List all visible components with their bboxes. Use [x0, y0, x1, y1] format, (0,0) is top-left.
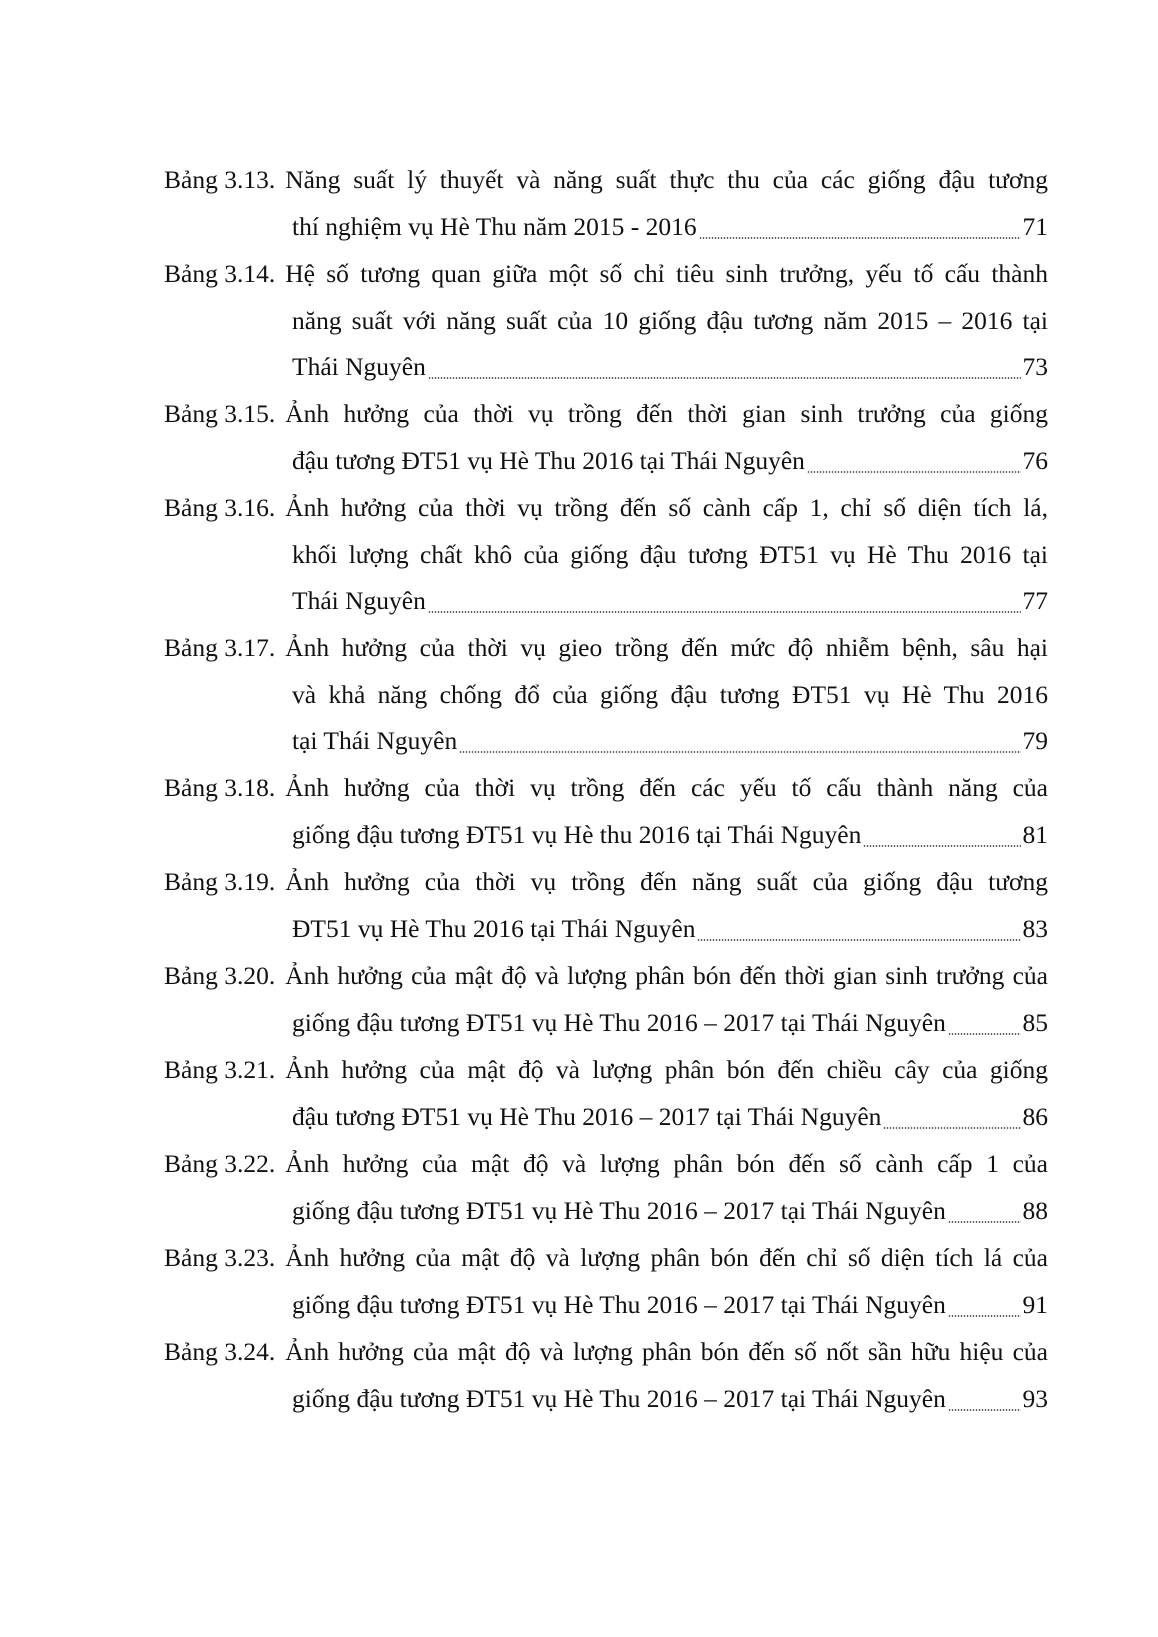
- toc-entry-text-span: khối lượng chất khô của giống đậu tương ĐT51 vụ Hè Thu 2016 tại: [292, 540, 1048, 569]
- dot-leader: [428, 377, 1021, 379]
- toc-entry-text: Ảnh hưởng của mật độ và lượng phân bón đến số nốt sần hữu hiệu của: [285, 1337, 1048, 1366]
- toc-entry-first-line: [164, 1328, 1048, 1376]
- toc-entry-last-line: [292, 906, 1048, 952]
- toc-entry[interactable]: [164, 1046, 1048, 1140]
- toc-entry-text: giống đậu tương ĐT51 vụ Hè Thu 2016 – 2017 tại Thái Nguyên: [292, 1196, 946, 1225]
- toc-entry[interactable]: [164, 858, 1048, 952]
- toc-entry-label: Bảng 3.23.: [164, 1243, 276, 1272]
- toc-entry[interactable]: [164, 1328, 1048, 1422]
- toc-entry-page-number[interactable]: 73: [1022, 352, 1048, 381]
- toc-entry-first-line: [164, 624, 1048, 672]
- toc-entry-text: Ảnh hưởng của thời vụ trồng đến năng suất của giống đậu tương: [285, 867, 1048, 896]
- toc-entry-page-number[interactable]: 83: [1022, 914, 1048, 943]
- toc-entry-page-number[interactable]: 85: [1022, 1008, 1048, 1037]
- toc-entry-first-line: [164, 1140, 1048, 1188]
- toc-entry-first-line: [164, 858, 1048, 906]
- toc-entry-first-line: [164, 952, 1048, 1000]
- toc-entry-last-line: [292, 344, 1048, 390]
- toc-entry[interactable]: [164, 1234, 1048, 1328]
- dot-leader: [428, 611, 1021, 613]
- toc-entry-text: ĐT51 vụ Hè Thu 2016 tại Thái Nguyên: [292, 914, 696, 943]
- toc-entry-label: Bảng 3.14.: [164, 259, 276, 288]
- table-of-tables: [164, 156, 1048, 1422]
- toc-entry-label: Bảng 3.24.: [164, 1337, 276, 1366]
- toc-entry-first-line: [164, 250, 1048, 298]
- toc-entry-page-number[interactable]: 71: [1022, 212, 1048, 241]
- toc-entry-text-span: năng suất với năng suất của 10 giống đậu tương năm 2015 – 2016 tại: [292, 306, 1048, 335]
- toc-entry-first-line: [164, 764, 1048, 812]
- toc-entry-page-number[interactable]: 91: [1022, 1290, 1048, 1319]
- toc-entry-text: Ảnh hưởng của mật độ và lượng phân bón đến chỉ số diện tích lá của: [285, 1243, 1048, 1272]
- toc-entry-text: giống đậu tương ĐT51 vụ Hè Thu 2016 – 2017 tại Thái Nguyên: [292, 1290, 946, 1319]
- toc-entry[interactable]: [164, 952, 1048, 1046]
- toc-entry-text: đậu tương ĐT51 vụ Hè Thu 2016 – 2017 tại Thái Nguyên: [292, 1102, 882, 1131]
- toc-entry-first-line: [164, 390, 1048, 438]
- toc-entry-last-line: [292, 204, 1048, 250]
- toc-entry-text: Ảnh hưởng của thời vụ trồng đến các yếu tố cấu thành năng của: [285, 773, 1048, 802]
- toc-entry-label: Bảng 3.19.: [164, 867, 276, 896]
- toc-entry-page-number[interactable]: 79: [1022, 726, 1048, 755]
- toc-entry-last-line: [292, 1282, 1048, 1328]
- toc-entry-last-line: [292, 1000, 1048, 1046]
- toc-entry-label: Bảng 3.20.: [164, 961, 276, 990]
- toc-entry-text: thí nghiệm vụ Hè Thu năm 2015 - 2016: [292, 212, 697, 241]
- toc-entry-label: Bảng 3.16.: [164, 493, 276, 522]
- toc-entry-label: Bảng 3.22.: [164, 1149, 276, 1178]
- toc-entry-last-line: [292, 718, 1048, 764]
- toc-entry-page-number[interactable]: 81: [1022, 820, 1048, 849]
- toc-entry-first-line: [164, 1046, 1048, 1094]
- toc-entry-page-number[interactable]: 86: [1022, 1102, 1048, 1131]
- toc-entry-text-span: và khả năng chống đổ của giống đậu tương ĐT51 vụ Hè Thu 2016: [292, 680, 1048, 709]
- toc-entry-label: Bảng 3.15.: [164, 399, 276, 428]
- toc-entry[interactable]: [164, 390, 1048, 484]
- toc-entry-page-number[interactable]: 93: [1022, 1384, 1048, 1413]
- toc-entry-text: giống đậu tương ĐT51 vụ Hè Thu 2016 – 2017 tại Thái Nguyên: [292, 1008, 946, 1037]
- toc-entry-text: [292, 298, 1048, 344]
- toc-entry-last-line: [292, 1188, 1048, 1234]
- toc-entry-text: tại Thái Nguyên: [292, 726, 458, 755]
- toc-entry-text: giống đậu tương ĐT51 vụ Hè thu 2016 tại Thái Nguyên: [292, 820, 862, 849]
- dot-leader: [807, 471, 1021, 473]
- toc-entry-text: Thái Nguyên: [292, 352, 426, 381]
- toc-entry-page-number[interactable]: 77: [1022, 586, 1048, 615]
- toc-entry-label: Bảng 3.13.: [164, 165, 276, 194]
- toc-entry-last-line: [292, 812, 1048, 858]
- dot-leader: [948, 1033, 1021, 1035]
- dot-leader: [863, 845, 1020, 847]
- toc-entry-text: [292, 672, 1048, 718]
- dot-leader: [948, 1221, 1021, 1223]
- toc-entry-text: đậu tương ĐT51 vụ Hè Thu 2016 tại Thái Nguyên: [292, 446, 805, 475]
- toc-entry-text: giống đậu tương ĐT51 vụ Hè Thu 2016 – 2017 tại Thái Nguyên: [292, 1384, 946, 1413]
- toc-entry-text: Năng suất lý thuyết và năng suất thực thu của các giống đậu tương: [285, 165, 1048, 194]
- toc-entry-text: Ảnh hưởng của mật độ và lượng phân bón đến chiều cây của giống: [285, 1055, 1048, 1084]
- toc-entry-text: [292, 532, 1048, 578]
- toc-entry-text: Hệ số tương quan giữa một số chỉ tiêu sinh trưởng, yếu tố cấu thành: [285, 259, 1048, 288]
- toc-entry-label: Bảng 3.17.: [164, 633, 276, 662]
- toc-entry[interactable]: [164, 156, 1048, 250]
- toc-entry-text: Ảnh hưởng của thời vụ trồng đến số cành cấp 1, chỉ số diện tích lá,: [285, 493, 1048, 522]
- toc-entry-last-line: [292, 438, 1048, 484]
- toc-entry-text: Ảnh hưởng của mật độ và lượng phân bón đến thời gian sinh trưởng của: [285, 961, 1048, 990]
- toc-entry-first-line: [164, 156, 1048, 204]
- toc-entry[interactable]: [164, 624, 1048, 764]
- toc-entry-first-line: [164, 484, 1048, 532]
- dot-leader: [948, 1409, 1021, 1411]
- toc-entry-text: Thái Nguyên: [292, 586, 426, 615]
- toc-entry-page-number[interactable]: 76: [1022, 446, 1048, 475]
- toc-entry-text: Ảnh hưởng của thời vụ trồng đến thời gian sinh trưởng của giống: [285, 399, 1048, 428]
- toc-entry-last-line: [292, 1094, 1048, 1140]
- dot-leader: [697, 939, 1020, 941]
- toc-entry[interactable]: [164, 484, 1048, 624]
- toc-entry-last-line: [292, 1376, 1048, 1422]
- toc-entry-first-line: [164, 1234, 1048, 1282]
- toc-entry[interactable]: [164, 764, 1048, 858]
- toc-entry-last-line: [292, 578, 1048, 624]
- toc-entry-text: Ảnh hưởng của mật độ và lượng phân bón đến số cành cấp 1 của: [285, 1149, 1048, 1178]
- toc-entry[interactable]: [164, 1140, 1048, 1234]
- dot-leader: [699, 237, 1021, 239]
- toc-entry-label: Bảng 3.18.: [164, 773, 276, 802]
- toc-entry-page-number[interactable]: 88: [1022, 1196, 1048, 1225]
- dot-leader: [948, 1315, 1021, 1317]
- toc-entry[interactable]: [164, 250, 1048, 390]
- toc-entry-label: Bảng 3.21.: [164, 1055, 276, 1084]
- dot-leader: [883, 1127, 1020, 1129]
- toc-entry-text: Ảnh hưởng của thời vụ gieo trồng đến mức độ nhiễm bệnh, sâu hại: [285, 633, 1048, 662]
- dot-leader: [459, 751, 1020, 753]
